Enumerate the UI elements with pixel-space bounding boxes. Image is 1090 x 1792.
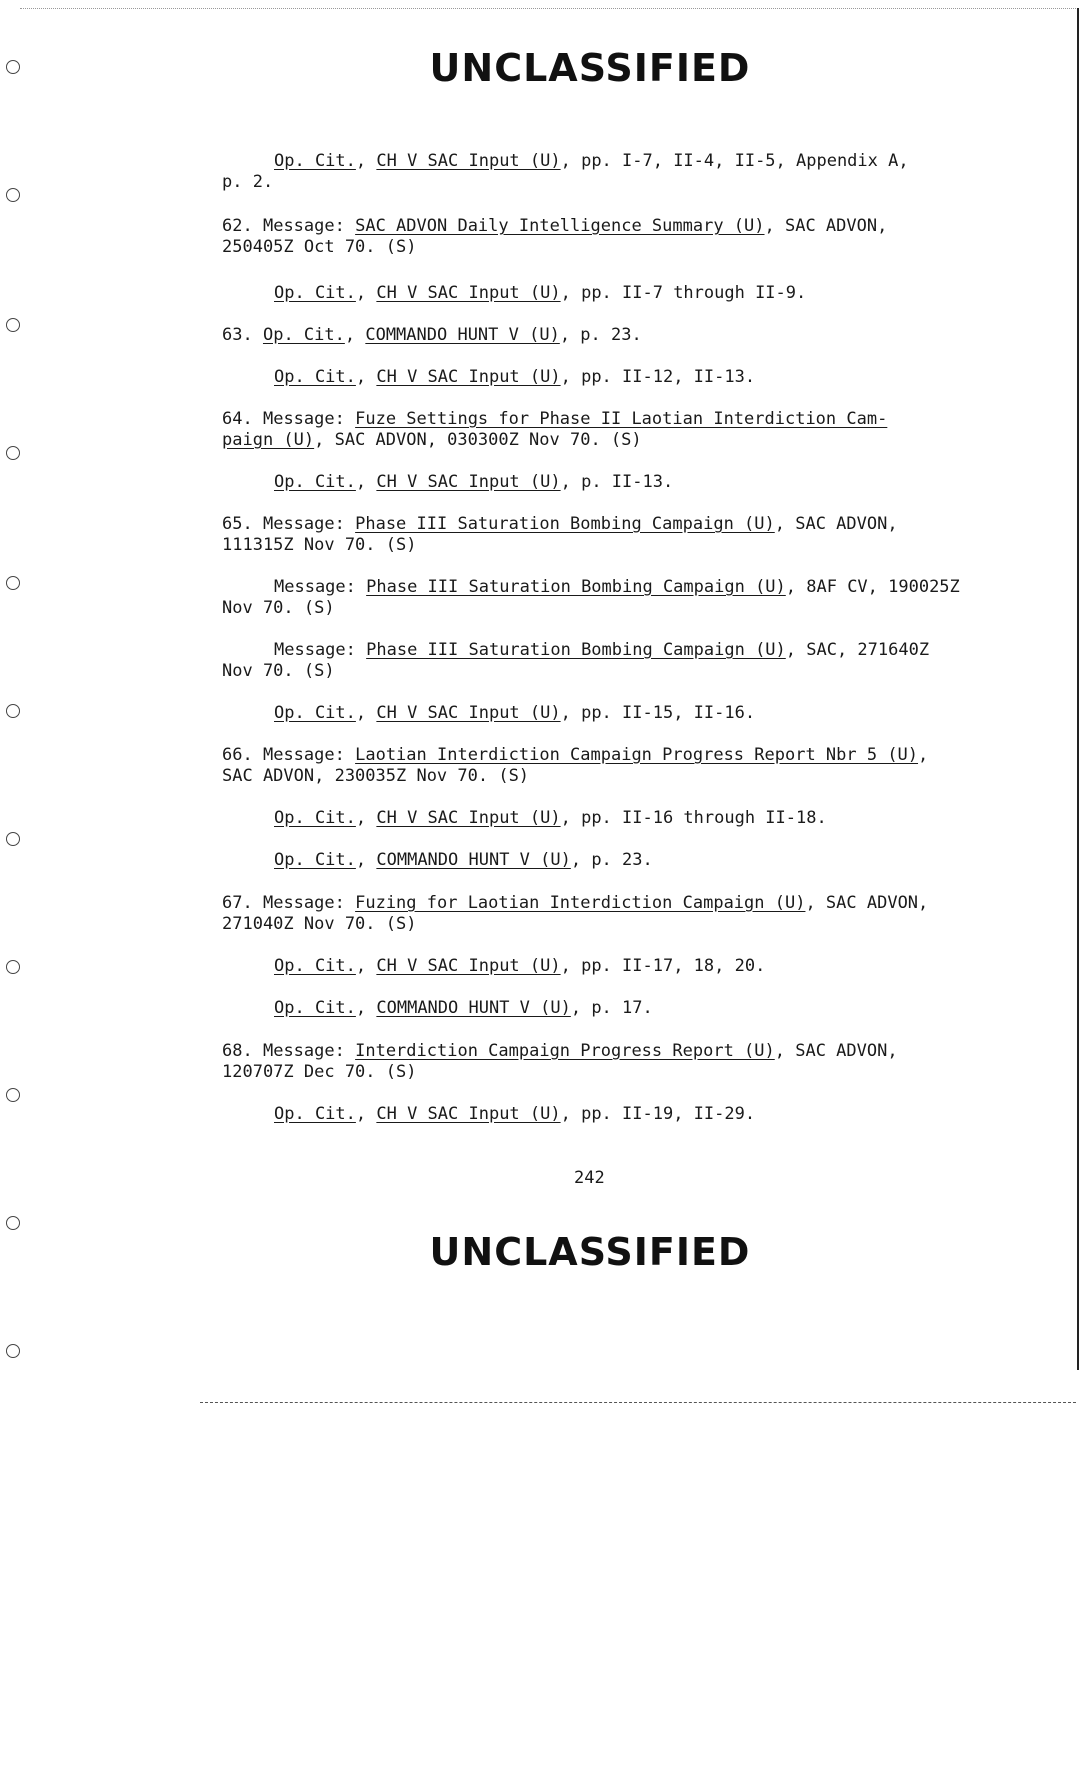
citation-entry: Op. Cit., CH V SAC Input (U), pp. II-15, II-16. [274, 703, 756, 723]
citation-entry: Op. Cit., COMMANDO HUNT V (U), p. 23. [274, 850, 653, 870]
footnote-68: 68. Message: Interdiction Campaign Progress Report (U), SAC ADVON, 120707Z Dec 70. (S) [222, 1041, 898, 1082]
binder-hole-icon [6, 576, 20, 590]
binder-hole-icon [6, 318, 20, 332]
citation-entry: Op. Cit., CH V SAC Input (U), pp. II-17, 18, 20. [274, 956, 766, 976]
page-number: 242 [574, 1168, 605, 1188]
top-edge-rule [20, 8, 1078, 9]
footnote-65: 65. Message: Phase III Saturation Bombing Campaign (U), SAC ADVON, 111315Z Nov 70. (S) [222, 514, 898, 555]
citation-entry: Op. Cit., CH V SAC Input (U), pp. II-19, II-29. [274, 1104, 756, 1124]
binder-hole-icon [6, 960, 20, 974]
footnote-64: 64. Message: Fuze Settings for Phase II Laotian Interdiction Cam- paign (U), SAC ADVON, 030300Z Nov 70. (S) [222, 409, 888, 450]
citation-entry: Op. Cit., CH V SAC Input (U), pp. II-12, II-13. [274, 367, 756, 387]
binder-hole-icon [6, 832, 20, 846]
footnote-63: 63. Op. Cit., COMMANDO HUNT V (U), p. 23. [222, 325, 642, 345]
citation-entry: Op. Cit., CH V SAC Input (U), pp. II-7 through II-9. [274, 283, 807, 303]
classification-footer: UNCLASSIFIED [429, 1230, 751, 1274]
binder-hole-icon [6, 1088, 20, 1102]
footnote-62: 62. Message: SAC ADVON Daily Intelligence Summary (U), SAC ADVON, 250405Z Oct 70. (S) [222, 216, 888, 257]
citation-entry: Op. Cit., CH V SAC Input (U), pp. I-7, II-4, II-5, Appendix A, p. 2. [222, 151, 909, 192]
message-title: SAC ADVON Daily Intelligence Summary (U) [355, 216, 765, 236]
message-entry: Message: Phase III Saturation Bombing Campaign (U), 8AF CV, 190025Z Nov 70. (S) [222, 577, 960, 618]
citation-entry: Op. Cit., COMMANDO HUNT V (U), p. 17. [274, 998, 653, 1018]
binder-hole-icon [6, 704, 20, 718]
citation-entry: Op. Cit., CH V SAC Input (U), pp. II-16 through II-18. [274, 808, 827, 828]
footnote-66: 66. Message: Laotian Interdiction Campaign Progress Report Nbr 5 (U), SAC ADVON, 230035Z Nov 70. (S) [222, 745, 929, 786]
source-title: CH V SAC Input (U) [376, 151, 561, 171]
binder-hole-icon [6, 1344, 20, 1358]
binder-hole-icon [6, 188, 20, 202]
citation-entry: Op. Cit., CH V SAC Input (U), p. II-13. [274, 472, 674, 492]
classification-header: UNCLASSIFIED [429, 46, 751, 90]
footnote-67: 67. Message: Fuzing for Laotian Interdiction Campaign (U), SAC ADVON, 271040Z Nov 70. (S) [222, 893, 929, 934]
binder-hole-icon [6, 446, 20, 460]
op-cit: Op. Cit. [274, 151, 356, 171]
right-edge-rule [1077, 8, 1079, 1370]
binder-hole-icon [6, 1216, 20, 1230]
message-entry: Message: Phase III Saturation Bombing Campaign (U), SAC, 271640Z Nov 70. (S) [222, 640, 930, 681]
bottom-edge-rule [200, 1402, 1076, 1403]
